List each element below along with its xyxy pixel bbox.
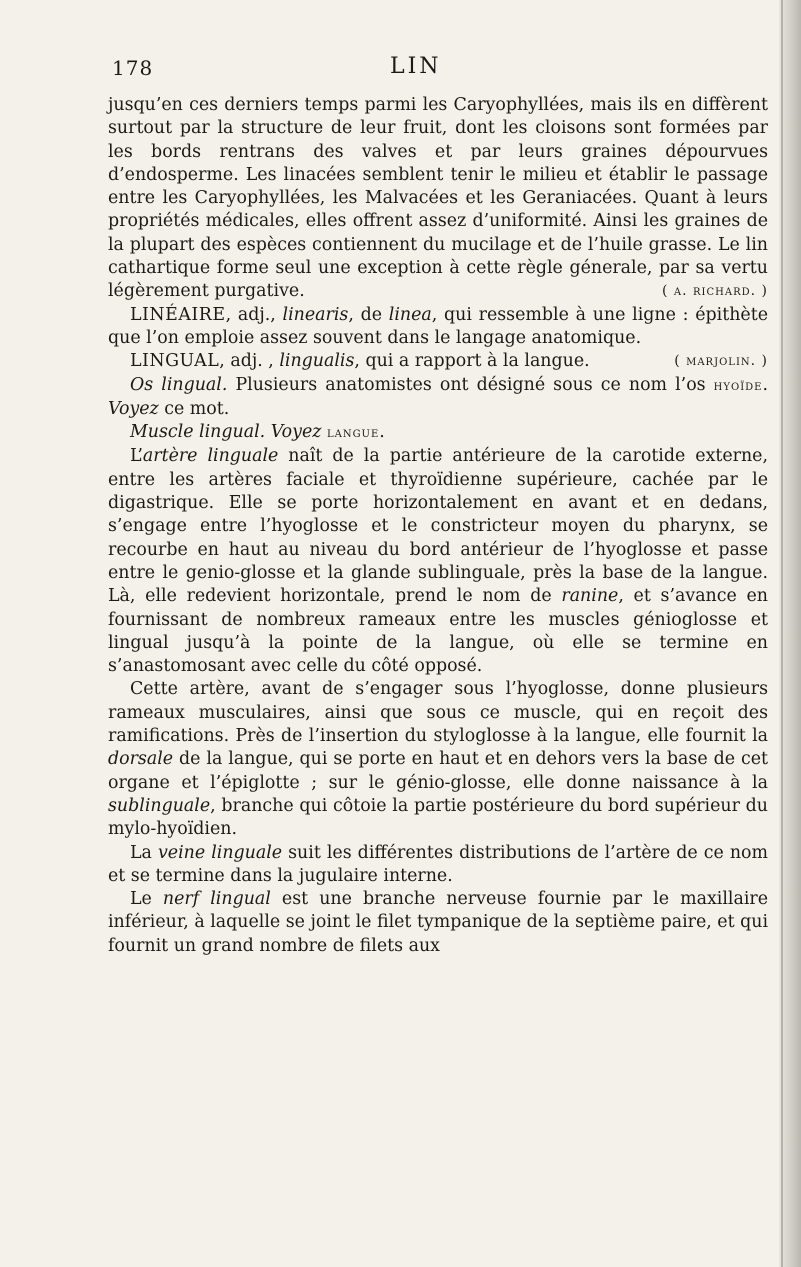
- subentry-nerf-lingual: Le nerf lingual est une branche nerveuse fournie par le maxillaire inférieur, à laquelle se joint le filet tympanique de la septième paire, et qui fournit un grand nombre de filets aux: [108, 889, 769, 956]
- entry-lineaire: LINÉAIRE, adj., linearis, de linea, qui ressemble à une ligne : épithète que l’on emploie assez souvent dans le langage anatomique. ( marjolin. ): [108, 304, 768, 351]
- subentry-term: veine linguale: [157, 842, 283, 863]
- headword: LINÉAIRE: [130, 304, 226, 325]
- page-number: 178: [112, 56, 154, 80]
- italic-term: sublinguale: [108, 795, 211, 816]
- subentry-os-lingual: Os lingual. Plusieurs anatomistes ont désigné sous ce nom l’os hyoïde. Voyez ce mot.: [108, 374, 768, 419]
- entry-lingual: LINGUAL, adj. , lingualis, qui a rapport à la langue.: [130, 351, 590, 372]
- running-head: LIN: [390, 54, 442, 79]
- italic-term: dorsale: [108, 749, 174, 770]
- subentry-veine-linguale: La veine linguale suit les différentes distributions de l’artère de ce nom et se termine dans la jugulaire interne.: [108, 842, 768, 886]
- voyez-label: Voyez: [108, 398, 159, 419]
- author-signature: ( marjolin. ): [674, 353, 768, 370]
- headword: LINGUAL: [130, 351, 220, 372]
- cross-reference: hyoïde: [713, 377, 763, 394]
- body-text: [108, 94, 768, 958]
- page-header: [112, 54, 752, 84]
- subentry-artere-linguale: L’artère linguale naît de la partie antérieure de la carotide externe, entre les artères faciale et thyroïdienne supérieure, cachée par le digastrique. Elle se porte horizontalement en avant et en dedans, s’engage entre l’hyoglosse et le constricteur moyen du pharynx, se recourbe en haut au niveau du bord antérieur de l’hyoglosse et passe entre le genio-glosse et la glande sublinguale, près la base de la langue. Là, elle redevient horizontale, prend le nom de ranine, et s’avance en fournissant de nombreux rameaux entre les muscles génioglosse et lingual jusqu’à la pointe de la langue, où elle se termine en s’anastomosant avec celle du côté opposé.: [108, 446, 768, 677]
- cross-reference: langue: [326, 425, 380, 442]
- subentry-term: Muscle lingual.: [130, 422, 266, 443]
- author-signature: ( a. richard. ): [661, 283, 768, 300]
- subentry-muscle-lingual: Muscle lingual. Voyez langue.: [130, 422, 385, 443]
- paragraph-continuation: jusqu’en ces derniers temps parmi les Caryophyllées, mais ils en diffèrent surtout par la structure de leur fruit, dont les cloisons sont formées par les bords rentrans des valves et par leurs graines dépourvues d’endosperme. Les linacées semblent tenir le milieu et établir le passage entre les Caryophyllées, les Malvacées et les Geraniacées. Quant à leurs propriétés médicales, elles offrent assez d’uniformité. Ainsi les graines de la plupart des espèces contiennent du mucilage et de l’huile grasse. Le lin cathartique forme seul une exception à cette règle génerale, par sa vertu légèrement purgative. ( a. richard. ): [108, 94, 768, 304]
- latin-term: lingualis: [279, 351, 355, 372]
- latin-term: linearis: [282, 304, 349, 325]
- subentry-term: nerf lingual: [162, 889, 271, 910]
- italic-term: ranine: [561, 586, 619, 607]
- subentry-term: artère linguale: [142, 446, 279, 467]
- subentry-term: Os lingual.: [130, 374, 228, 395]
- page-binding-shadow: [781, 0, 783, 1267]
- voyez-label: Voyez: [270, 422, 322, 443]
- paragraph-artere-branches: Cette artère, avant de s’engager sous l’hyoglosse, donne plusieurs rameaux musculaires, ainsi que sous ce muscle, qui en reçoit des ramifications. Près de l’insertion du styloglosse à la langue, elle fournit la dorsale de la langue, qui se porte en haut et en dehors vers la base de cet organe et l’épiglotte ; sur le génio-glosse, elle donne naissance à la sublinguale, branche qui côtoie la partie postérieure du bord supérieur du mylo-hyoïdien.: [108, 679, 768, 840]
- latin-term: linea: [388, 304, 432, 325]
